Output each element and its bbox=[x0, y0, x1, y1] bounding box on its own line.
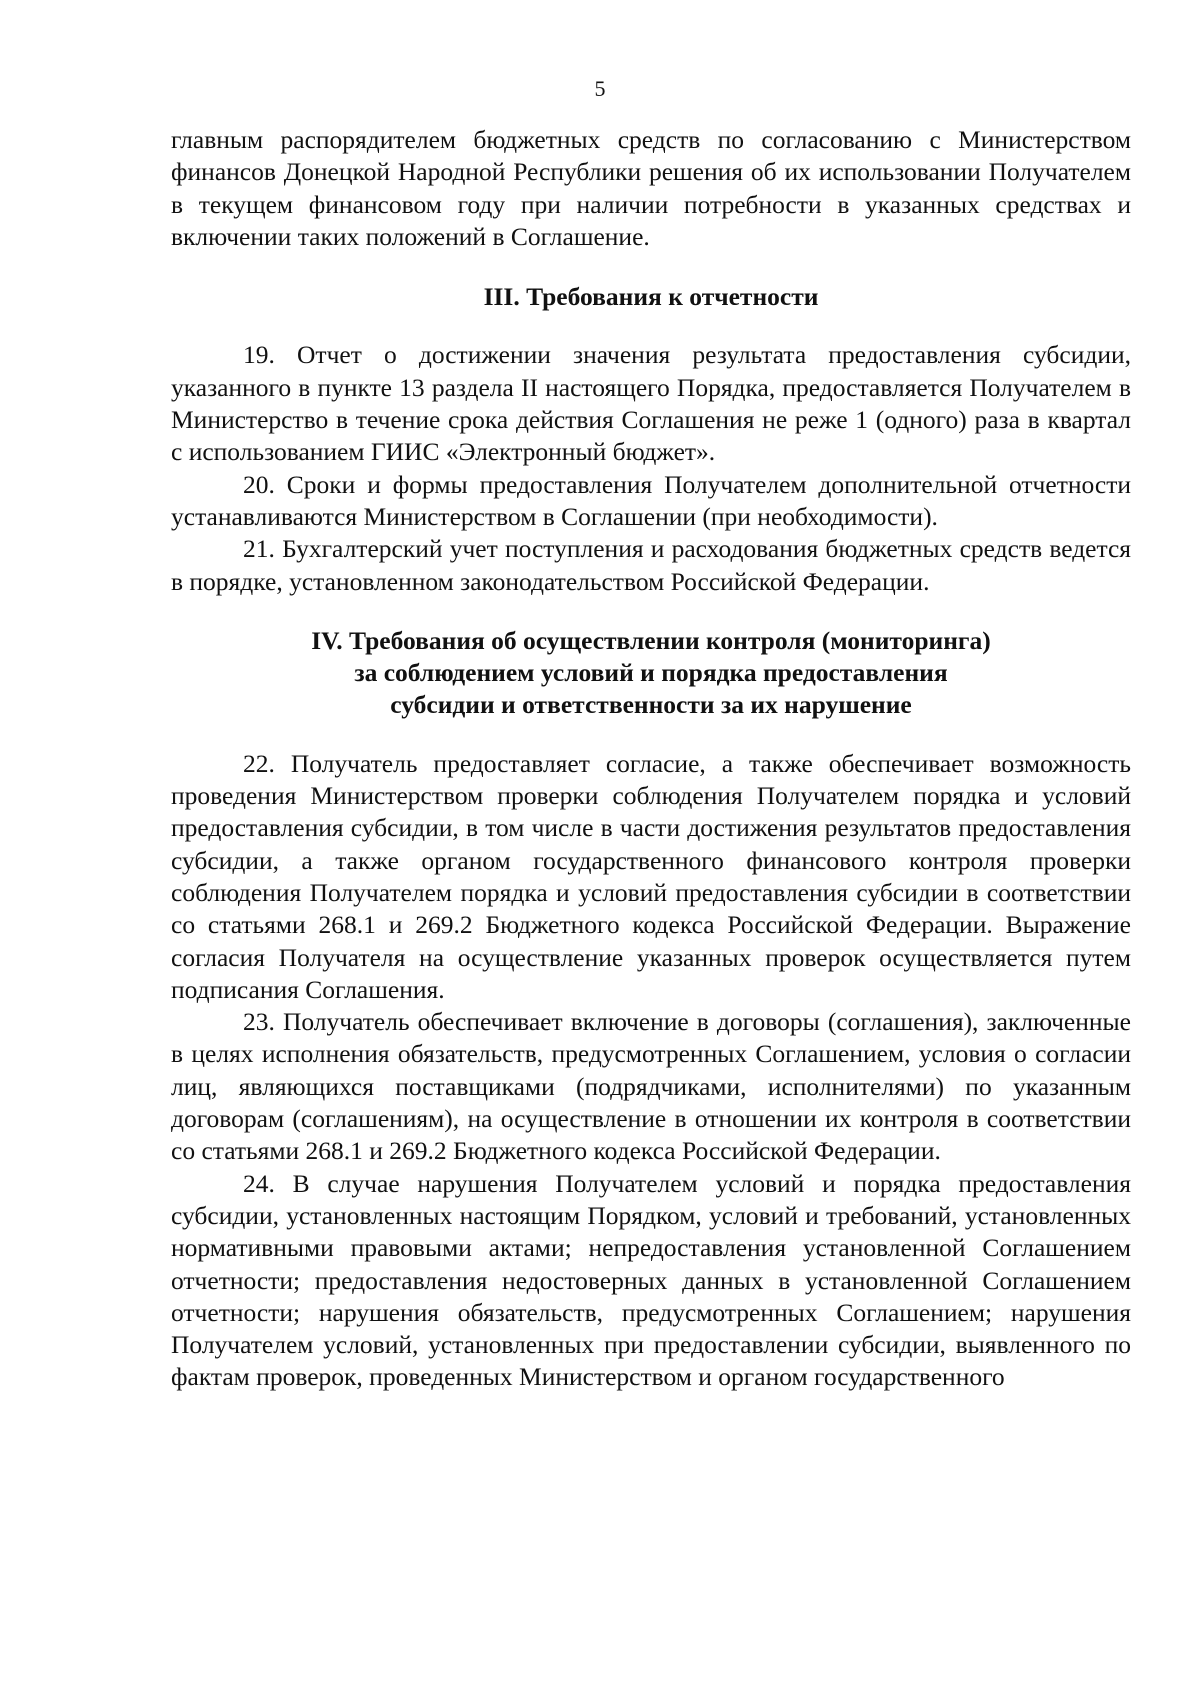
intro-paragraph: главным распорядителем бюджетных средств по согласованию с Министерством финансов Донецкой Народной Республики решения об их использовании Получателем в текущем финансовом году при наличии потребности в указанных средствах и включении таких положений в Соглашение. bbox=[171, 125, 1131, 251]
paragraph-23: 23. Получатель обеспечивает включение в договоры (соглашения), заключенные в целях исполнения обязательств, предусмотренных Соглашением, условия о согласии лиц, являющихся поставщиками (подрядчиками, исполнителями) по указанным договорам (соглашениям), на осуществление в отношении их контроля в соответствии со статьями 268.1 и 269.2 Бюджетного кодекса Российской Федерации. bbox=[171, 1007, 1131, 1166]
paragraph-22: 22. Получатель предоставляет согласие, а также обеспечивает возможность проведения Министерством проверки соблюдения Получателем порядка и условий предоставления субсидии, в том числе в части достижения результатов предоставления субсидии, а также органом государственного финансового контроля проверки соблюдения Получателем порядка и условий предоставления субсидии в соответствии со статьями 268.1 и 269.2 Бюджетного кодекса Российской Федерации. Выражение согласия Получателя на осуществление указанных проверок осуществляется путем подписания Соглашения. bbox=[171, 748, 1131, 1004]
section-4-heading-line-3: субсидии и ответственности за их нарушение bbox=[390, 690, 912, 720]
paragraph-24: 24. В случае нарушения Получателем условий и порядка предоставления субсидии, установленных настоящим Порядком, условий и требований, установленных нормативными правовыми актами; непредоставления установленной Соглашением отчетности; предоставления недостоверных данных в установленной Соглашением отчетности; нарушения обязательств, предусмотренных Соглашением; нарушения Получателем условий, установленных при предоставлении субсидии, выявленного по фактам проверок, проведенных Министерством и органом государственного bbox=[171, 1168, 1131, 1392]
page-number: 5 bbox=[594, 76, 606, 101]
section-4-heading bbox=[171, 625, 1131, 722]
paragraph-19: 19. Отчет о достижении значения результата предоставления субсидии, указанного в пункте 13 раздела II настоящего Порядка, предоставляется Получателем в Министерство в течение срока действия Соглашения не реже 1 (одного) раза в квартал с использованием ГИИС «Электронный бюджет». bbox=[171, 340, 1131, 467]
section-4-heading-line-1: IV. Требования об осуществлении контроля (мониторинга) bbox=[311, 625, 991, 655]
document-body bbox=[171, 124, 1131, 1394]
paragraph-21: 21. Бухгалтерский учет поступления и расходования бюджетных средств ведется в порядке, установленном законодательством Российской Федерации. bbox=[171, 534, 1131, 596]
paragraph-20: 20. Сроки и формы предоставления Получателем дополнительной отчетности устанавливаются Министерством в Соглашении (при необходимости). bbox=[171, 469, 1131, 531]
section-3-heading: III. Требования к отчетности bbox=[483, 282, 819, 312]
section-4-heading-line-2: за соблюдением условий и порядка предоставления bbox=[354, 658, 948, 688]
